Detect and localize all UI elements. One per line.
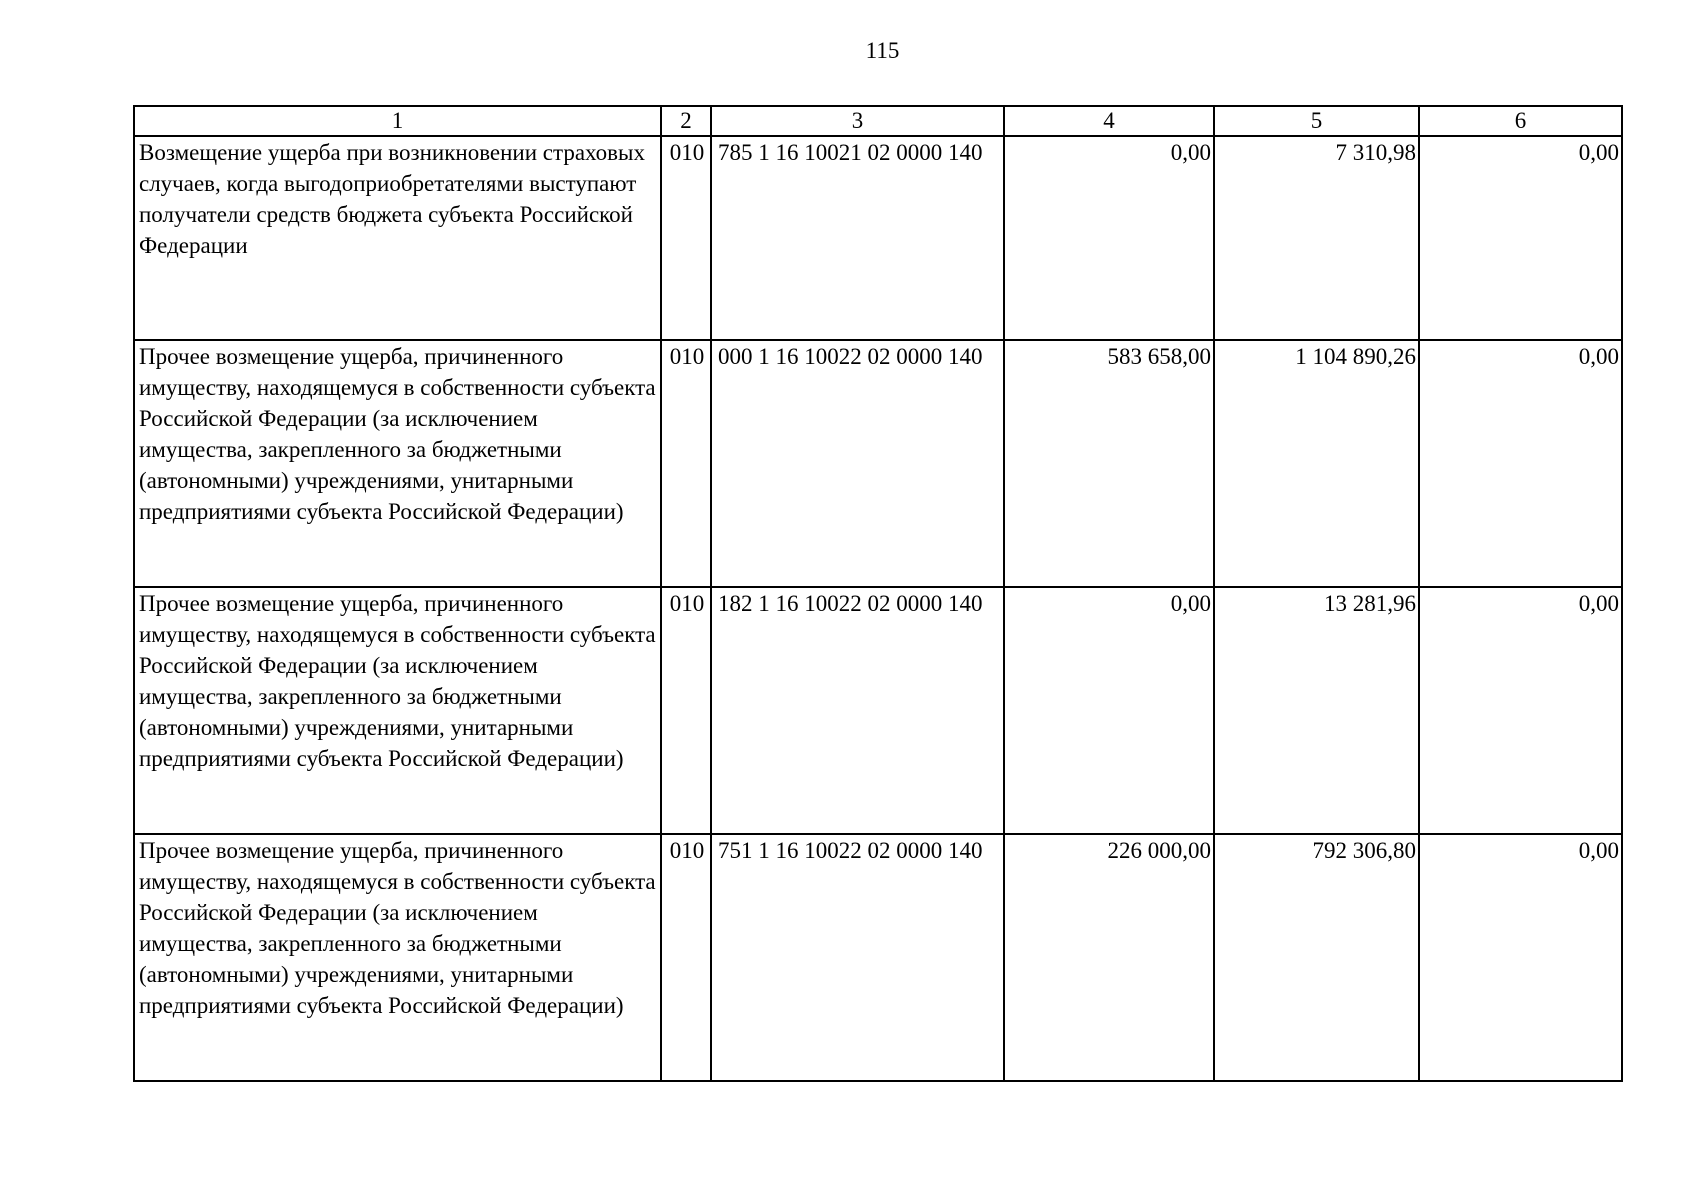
column-5-value: 7 310,98 xyxy=(1214,136,1419,340)
revenue-name-cell: Прочее возмещение ущерба, причиненного имуществу, находящемуся в собственности субъекта Российской Федерации (за исключением имущества, закрепленного за бюджетными (автономными) учреждениями, унитарными предприятиями субъекта Российской Федерации) xyxy=(134,834,661,1081)
revenue-name-cell: Прочее возмещение ущерба, причиненного имуществу, находящемуся в собственности субъекта Российской Федерации (за исключением имущества, закрепленного за бюджетными (автономными) учреждениями, унитарными предприятиями субъекта Российской Федерации) xyxy=(134,340,661,587)
line-code-cell: 010 xyxy=(661,834,711,1081)
revenue-table xyxy=(133,105,1623,1082)
page-number: 115 xyxy=(865,38,900,63)
column-5-value: 13 281,96 xyxy=(1214,587,1419,834)
table-row xyxy=(134,587,1622,834)
column-6-value: 0,00 xyxy=(1419,340,1622,587)
column-6-value: 0,00 xyxy=(1419,136,1622,340)
column-5-value: 792 306,80 xyxy=(1214,834,1419,1081)
column-4-value: 226 000,00 xyxy=(1004,834,1214,1081)
column-4-value: 0,00 xyxy=(1004,136,1214,340)
column-header-1: 1 xyxy=(134,106,661,136)
column-header-3: 3 xyxy=(711,106,1004,136)
revenue-name-cell: Прочее возмещение ущерба, причиненного имуществу, находящемуся в собственности субъекта Российской Федерации (за исключением имущества, закрепленного за бюджетными (автономными) учреждениями, унитарными предприятиями субъекта Российской Федерации) xyxy=(134,587,661,834)
column-header-5: 5 xyxy=(1214,106,1419,136)
line-code-cell: 010 xyxy=(661,340,711,587)
column-header-4: 4 xyxy=(1004,106,1214,136)
column-header-2: 2 xyxy=(661,106,711,136)
column-4-value: 583 658,00 xyxy=(1004,340,1214,587)
table-row xyxy=(134,834,1622,1081)
column-5-value: 1 104 890,26 xyxy=(1214,340,1419,587)
line-code-cell: 010 xyxy=(661,587,711,834)
budget-code-cell: 000 1 16 10022 02 0000 140 xyxy=(711,340,1004,587)
table-header-row xyxy=(134,106,1622,136)
table-row xyxy=(134,340,1622,587)
budget-code-cell: 785 1 16 10021 02 0000 140 xyxy=(711,136,1004,340)
column-6-value: 0,00 xyxy=(1419,834,1622,1081)
column-6-value: 0,00 xyxy=(1419,587,1622,834)
column-header-6: 6 xyxy=(1419,106,1622,136)
line-code-cell: 010 xyxy=(661,136,711,340)
column-4-value: 0,00 xyxy=(1004,587,1214,834)
revenue-name-cell: Возмещение ущерба при возникновении страховых случаев, когда выгодоприобретателями выступают получатели средств бюджета субъекта Российской Федерации xyxy=(134,136,661,340)
budget-code-cell: 182 1 16 10022 02 0000 140 xyxy=(711,587,1004,834)
table-row xyxy=(134,136,1622,340)
budget-code-cell: 751 1 16 10022 02 0000 140 xyxy=(711,834,1004,1081)
